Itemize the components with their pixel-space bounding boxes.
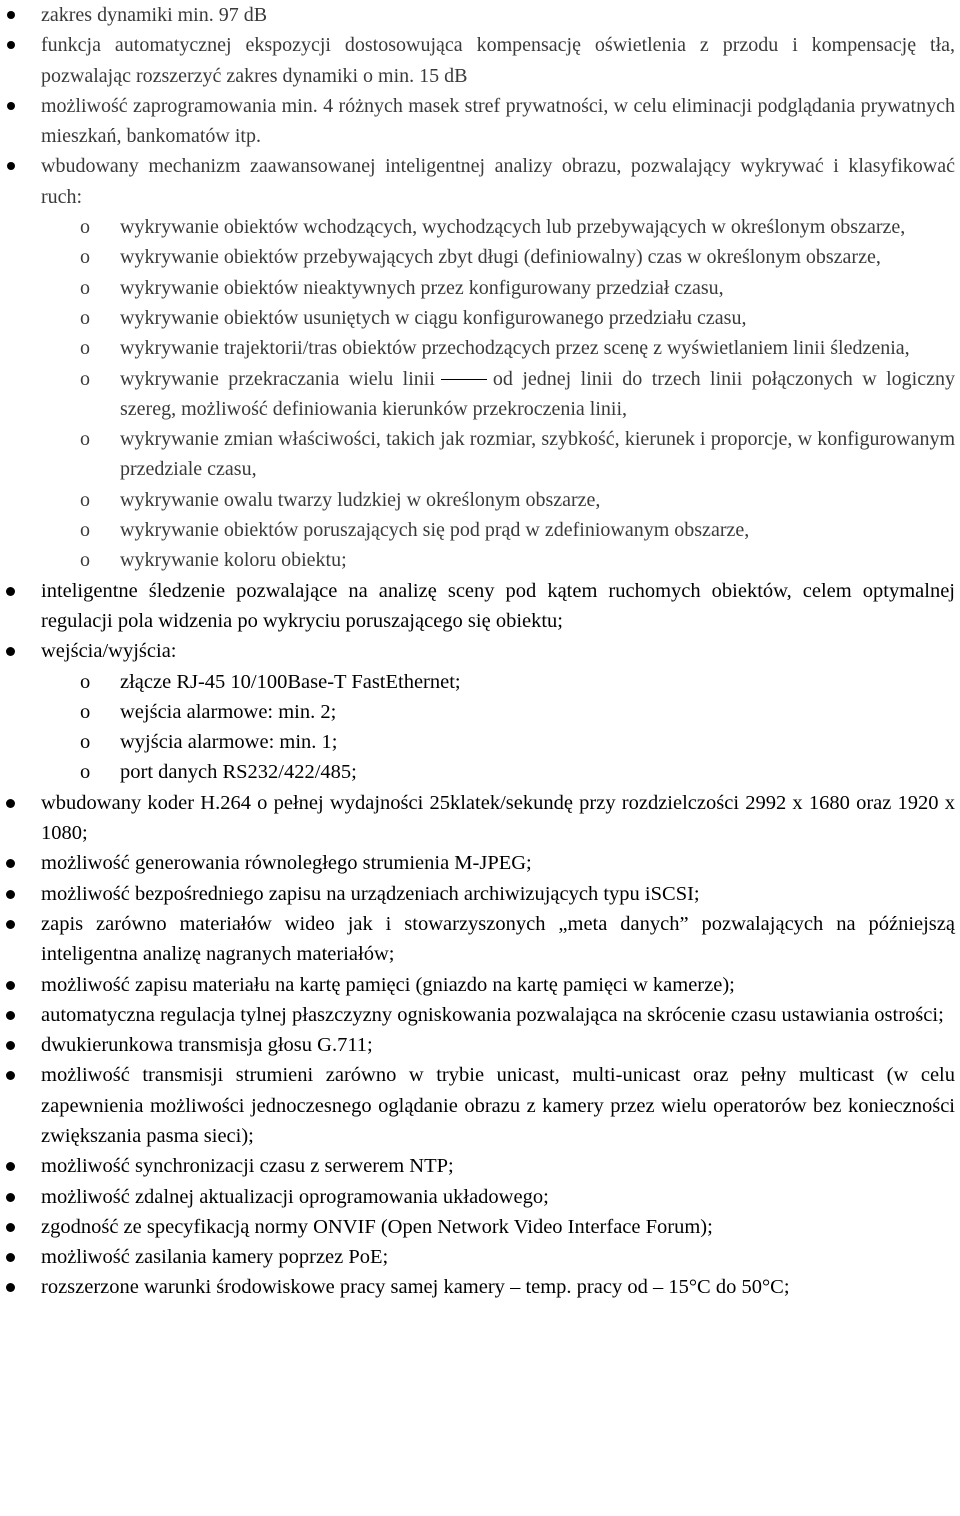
list-item-text: możliwość bezpośredniego zapisu na urządzeniach archiwizujących typu iSCSI; — [41, 882, 700, 905]
bullet-icon — [7, 162, 15, 170]
list-item-text: zakres dynamiki min. 97 dB — [41, 4, 268, 26]
bullet-icon — [6, 981, 15, 990]
list-item — [0, 1030, 955, 1060]
list-item — [0, 636, 955, 666]
list-item — [0, 1272, 955, 1302]
camera-features-section — [0, 0, 960, 576]
bullet-icon — [6, 1283, 15, 1292]
sub-list-item-text: wykrywanie obiektów nieaktywnych przez konfigurowany przedział czasu, — [120, 276, 724, 299]
bullet-icon — [6, 1193, 15, 1202]
sub-list-item-text: wykrywanie zmian właściwości, takich jak rozmiar, szybkość, kierunek i proporcje, w konfigurowanym przedziale czasu, — [120, 428, 955, 481]
list-item-text: możliwość zaprogramowania min. 4 różnych masek stref prywatności, w celu eliminacji podglądania prywatnych mieszkań, bankomatów itp. — [41, 94, 955, 148]
bullet-icon — [6, 1041, 15, 1050]
list-item-text: możliwość transmisji strumieni zarówno w trybie unicast, multi-unicast oraz pełny multicast (w celu zapewnienia możliwości jednoczesnego oglądanie obrazu z kamery przez wielu operatorów bez konieczności zwiększania pasma sieci); — [41, 1064, 955, 1147]
sub-marker: o — [80, 216, 90, 239]
sub-marker: o — [80, 337, 90, 360]
list-item-text: wbudowany koder H.264 o pełnej wydajności 25klatek/sekundę przy rozdzielczości 2992 x 1680 oraz 1920 x 1080; — [41, 791, 955, 845]
sub-list-item — [0, 757, 955, 787]
list-item — [0, 970, 955, 1000]
sub-list-item — [0, 697, 955, 727]
sub-list-item — [0, 212, 955, 242]
bullet-icon — [7, 102, 15, 110]
sub-list-item — [0, 364, 955, 425]
list-item-text-end: temp. pracy od – 15°C do 50°C; — [525, 1276, 790, 1299]
list-item — [0, 909, 955, 970]
sub-marker: o — [80, 519, 90, 542]
sub-list-item — [0, 242, 955, 272]
list-item-text: wbudowany mechanizm zaawansowanej inteligentnej analizy obrazu, pozwalający wykrywać i klasyfikować ruch: — [41, 155, 955, 208]
bullet-icon — [6, 890, 15, 899]
sub-list-item-text-start: wykrywanie przekraczania wielu linii — [120, 367, 435, 390]
sub-marker: o — [80, 700, 91, 723]
bullet-icon — [6, 1071, 15, 1080]
list-item — [0, 848, 955, 878]
list-item — [0, 30, 955, 91]
list-item-text: inteligentne śledzenie pozwalające na analizę sceny pod kątem ruchomych obiektów, celem optymalnej regulacji pola widzenia po wykryciu poruszającego się obiektu; — [41, 579, 955, 632]
sub-marker: o — [80, 428, 90, 451]
list-item-text: zapis zarówno materiałów wideo jak i stowarzyszonych „meta danych” pozwalających na późniejszą inteligentna analizę nagranych materiałów; — [41, 912, 955, 966]
sub-list-item-text: wykrywanie trajektorii/tras obiektów przechodzących przez scenę z wyświetlaniem linii śledzenia, — [120, 337, 910, 360]
sub-list-item-text: port danych RS232/422/485; — [120, 761, 357, 784]
bullet-icon — [6, 1223, 15, 1232]
sub-list-item-text: wykrywanie obiektów poruszających się pod prąd w zdefiniowanym obszarze, — [120, 519, 750, 542]
sub-list-item-text: wykrywanie owalu twarzy ludzkiej w określonym obszarze, — [120, 488, 601, 511]
bullet-icon — [6, 1011, 15, 1020]
sub-marker: o — [80, 549, 90, 572]
sub-list-item-text: wykrywanie obiektów wchodzących, wychodzących lub przebywających w określonym obszarze, — [120, 216, 906, 239]
list-item-text: dwukierunkowa transmisja głosu G.711; — [41, 1034, 373, 1057]
list-item — [0, 1212, 955, 1242]
list-item-text: zgodność ze specyfikacją normy ONVIF (Open Network Video Interface Forum); — [41, 1215, 713, 1238]
sub-list-item — [0, 303, 955, 333]
list-item — [0, 576, 955, 637]
sub-list-item-text: wykrywanie obiektów przebywających zbyt długi (definiowalny) czas w określonym obszarze, — [120, 246, 881, 269]
bullet-icon — [6, 587, 15, 596]
sub-list-item-text: złącze RJ-45 10/100Base-T FastEthernet; — [120, 670, 461, 693]
sub-marker: o — [80, 276, 90, 299]
sub-list-item-text-end: od jednej linii do trzech linii połączonych w logiczny szereg, możliwość definiowania kierunków przekroczenia linii, — [120, 367, 955, 420]
sub-list-item — [0, 727, 955, 757]
sub-list-item — [0, 667, 955, 697]
bullet-icon — [7, 41, 15, 49]
list-item — [0, 879, 955, 909]
list-item — [0, 1242, 955, 1272]
sub-marker: o — [80, 731, 91, 754]
list-item — [0, 1151, 955, 1181]
list-item — [0, 151, 955, 212]
sub-marker: o — [80, 761, 91, 784]
list-item-text: wejścia/wyjścia: — [41, 640, 177, 663]
bullet-icon — [6, 799, 15, 808]
list-item — [0, 0, 955, 30]
sub-marker: o — [80, 670, 91, 693]
en-dash: – — [510, 1276, 521, 1299]
sub-list-item — [0, 485, 955, 515]
list-item — [0, 1182, 955, 1212]
bullet-icon — [7, 11, 15, 19]
bullet-icon — [6, 859, 15, 868]
list-item-text: możliwość zapisu materiału na kartę pamięci (gniazdo na kartę pamięci w kamerze); — [41, 973, 735, 996]
list-item-text: możliwość synchronizacji czasu z serwerem NTP; — [41, 1155, 454, 1178]
em-dash-line — [441, 379, 487, 380]
list-item — [0, 91, 955, 152]
list-item-text: możliwość generowania równoległego strumienia M-JPEG; — [41, 852, 532, 875]
sub-list-item — [0, 515, 955, 545]
sub-list-item — [0, 333, 955, 363]
bullet-icon — [6, 647, 15, 656]
list-item-text-start: rozszerzone warunki środowiskowe pracy samej kamery — [41, 1276, 505, 1299]
list-item-text: automatyczna regulacja tylnej płaszczyzny ogniskowania pozwalająca na skrócenie czasu ustawiania ostrości; — [41, 1003, 944, 1026]
sub-list-item — [0, 545, 955, 575]
list-item-text: funkcja automatycznej ekspozycji dostosowująca kompensację oświetlenia z przodu i kompensację tła, pozwalając rozszerzyć zakres dynamiki o min. 15 dB — [41, 34, 955, 87]
sub-list-item — [0, 424, 955, 485]
list-item — [0, 1000, 955, 1030]
list-item — [0, 788, 955, 849]
sub-marker: o — [80, 306, 90, 329]
sub-list-item-text: wykrywanie koloru obiektu; — [120, 549, 347, 572]
bullet-icon — [6, 920, 15, 929]
bullet-icon — [6, 1253, 15, 1262]
sub-list-item-text: wykrywanie obiektów usuniętych w ciągu konfigurowanego przedziału czasu, — [120, 306, 747, 329]
list-item-text: możliwość zdalnej aktualizacji oprogramowania układowego; — [41, 1185, 549, 1208]
list-item — [0, 1060, 955, 1151]
sub-marker: o — [80, 367, 90, 390]
sub-marker: o — [80, 488, 90, 511]
list-item-text: możliwość zasilania kamery poprzez PoE; — [41, 1246, 389, 1269]
sub-list-item-text: wejścia alarmowe: min. 2; — [120, 700, 337, 723]
sub-list-item-text: wyjścia alarmowe: min. 1; — [120, 731, 338, 754]
sub-list-item — [0, 273, 955, 303]
bullet-icon — [6, 1162, 15, 1171]
sub-marker: o — [80, 246, 90, 269]
